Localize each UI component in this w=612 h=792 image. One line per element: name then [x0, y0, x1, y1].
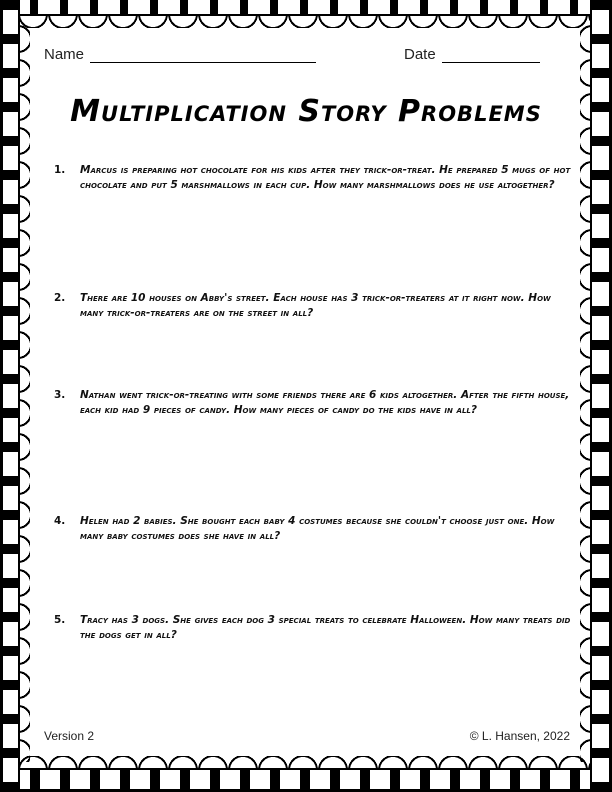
problem-text: There are 10 houses on Abby's street. Each house has 3 trick-or-treaters at it right now. How many trick-or-treaters are on the street in all?: [80, 292, 551, 319]
problem-number: 1.: [54, 164, 66, 176]
name-blank-line[interactable]: [90, 48, 316, 63]
problem-text: Tracy has 3 dogs. She gives each dog 3 special treats to celebrate Halloween. How many treats did the dogs get in all?: [80, 614, 571, 641]
problem-item: [54, 291, 574, 321]
problem-text: Nathan went trick-or-treating with some friends there are 6 kids altogether. After the fifth house, each kid had 9 pieces of candy. How many pieces of candy do the kids have in all?: [80, 389, 570, 416]
problem-item: [54, 388, 574, 418]
date-label: Date: [404, 46, 436, 63]
problem-text: Marcus is preparing hot chocolate for his kids after they trick-or-treat. He prepared 5 mugs of hot chocolate and put 5 marshmallows in each cup. How many marshmallows does he use altogether?: [80, 164, 571, 191]
page-title: Multiplication Story Problems: [70, 94, 542, 129]
problem-number: 3.: [54, 389, 66, 401]
copyright-label: © L. Hansen, 2022: [469, 729, 570, 743]
problem-item: [54, 514, 574, 544]
problem-number: 4.: [54, 515, 66, 527]
problem-number: 2.: [54, 292, 66, 304]
name-label: Name: [44, 46, 85, 63]
problem-text: Helen had 2 babies. She bought each baby 4 costumes because she couldn't choose just one. How many baby costumes does she have in all?: [80, 515, 555, 542]
problem-number: 5.: [54, 614, 66, 626]
problem-item: [54, 613, 574, 643]
version-label: Version 2: [44, 729, 95, 743]
date-field: [404, 46, 540, 63]
name-field: [44, 46, 316, 63]
date-blank-line[interactable]: [442, 48, 540, 63]
problem-item: [54, 163, 574, 193]
